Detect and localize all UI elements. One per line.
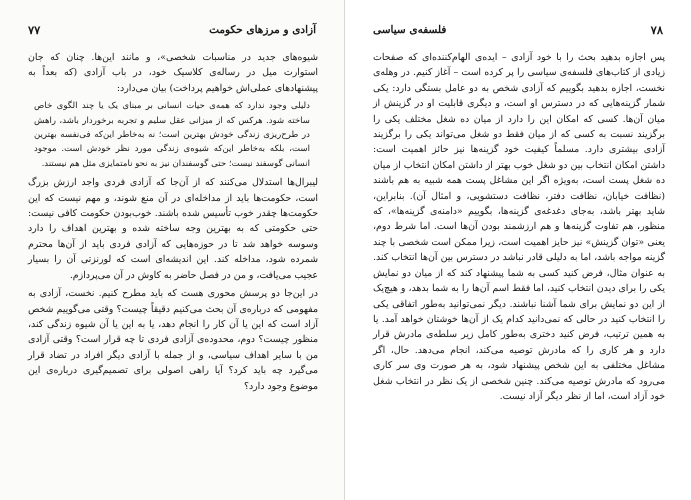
right-page [345, 0, 691, 500]
block-quote: دلیلی وجود ندارد که همه‌ی حیات انسانی بر مبنای یک یا چند الگوی خاص ساخته شود. هرکس که از میزانی عقل سلیم و تجربه برخوردار باشد، راهش در طرح‌ریزی زندگی خودش بهترین است؛ نه به‌خاطر این‌که فی‌نفسه بهترین است، بلکه به‌خاطر این‌که شیوه‌ی زندگی مورد نظر خودش است. موجود انسانی گوسفند نیست؛ حتی گوسفندان نیز به نحو نامتمایزی مثل هم نیستند. [34, 101, 310, 169]
page-header [28, 22, 316, 38]
page-number: ۷۸ [650, 23, 663, 37]
paragraph: لیبرال‌ها استدلال می‌کنند که از آن‌جا که آزادی فردی واجد ارزش بزرگ است، حکومت‌ها باید از مداخله‌ای در آن منع شوند، و مهم نیست که این حکومت‌ها چقدر خوب تأسیس شده باشند. خوب‌بودن حکومت کافی نیست: حتی حکومتی که به بهترین وجه ساخته شده و بهترین اهداف را دارد وسوسه خواهد شد تا در حوزه‌هایی که آزادی فردی باید از آن‌ها محترم شمرده شود، مداخله کند. این اندیشه‌ای است که لورنزتی آن را بسیار عجیب می‌یافت، و من در فصل حاضر به کاوش در آن می‌پردازم. [28, 177, 318, 281]
paragraph: پس اجازه بدهید بحث را با خود آزادی – ایده‌ی الهام‌کننده‌ای که صفحات زیادی از کتاب‌های فلسفه‌ی سیاسی را پر کرده است – آغاز کنیم. در وهله‌ی نخست، اجازه بدهید بگوییم که آزادی شخص به دو عامل بستگی دارد: یکی شمار گزینه‌هایی که در دسترس او است، و دیگری قابلیت او در گزینش از میان آن‌ها. کسی که امکان این را دارد از میان ده شغل مختلف یکی را برگزیند نسبت به کسی که از میان فقط دو شغل می‌تواند یکی را برگزیند آزادی بیشتری دارد. مسلماً کیفیت خود گزینه‌ها نیز حائز اهمیت است: داشتن امکان انتخاب بین دو شغل خوب بهتر از داشتن امکان انتخاب از میان ده شغل پست است، به‌ویژه اگر این مشاغل پست همه شبیه به هم باشند (نظافت خیابان، نظافت دفتر، نظافت دستشویی، و امثال آن). بنابراین، شاید بهتر باشد، به‌جای دغدغه‌ی گزینه‌ها، بگوییم «دامنه‌ی گزینه‌ها»، که منظور، هم تفاوت گزینه‌ها و هم ارزشمند بودن آن‌ها است. اما شرط دوم، یعنی «توان گزینش» نیز حایز اهمیت است، زیرا ممکن است شخصی با چند گزینه مواجه باشد، اما به دلیلی قادر نباشد در دسترس بین آن‌ها انتخاب کند. به عنوان مثال، فرض کنید کسی به شما پیشنهاد کند که از میان دو نمایش یکی را برای دیدن انتخاب کنید، اما فقط اسم آن‌ها را به شما بدهد، و هیچ‌یک از این دو نمایش برای شما آشنا نباشند. دیگر نمی‌توانید به‌طور اتفاقی یکی را انتخاب کنید در حالی که نمی‌دانید کدام یک از آن‌ها خوشتان خواهد آمد. یا به همین ترتیب، فرض کنید دختری به‌طور کامل زیر سلطه‌ی مادرش قرار دارد و هر کاری را که مادرش توصیه می‌کند، انجام می‌دهد. حال، اگر مشاغل مختلفی به این شخص پیشنهاد شود، به هر صورت وی سر کاری می‌رود که مادرش توصیه می‌کند. چنین شخصی از یک نظر در انتخاب شغل خود آزاد است، اما از نظر دیگر آزاد نیست. [373, 52, 665, 402]
paragraph: در این‌جا دو پرسش محوری هست که باید مطرح کنیم. نخست، آزادی به مفهومی که درباره‌ی آن بحث می‌کنیم دقیقاً چیست؟ وقتی می‌گوییم شخص آزاد است که این یا آن کار را انجام دهد، یا به این یا آن شیوه زندگی کند، منظور چیست؟ دوم، محدوده‌ی آزادی فردی تا چه قرار است؟ وقتی آزادی من با سایر اهداف سیاسی، و از جمله با آزادی دیگر افراد در تضاد قرار می‌گیرد چه باید کرد؟ آیا راهی اصولی برای تصمیم‌گیری درباره‌ی این موضوع وجود دارد؟ [28, 288, 318, 392]
paragraph: شیوه‌های جدید در مناسبات شخصی»، و مانند این‌ها. چنان که جان استوارت میل در رساله‌ی کلاسیک خود، در باب آزادی (که بعداً به پیشنهادهای عملی‌اش خواهیم پرداخت) بیان می‌دارد: [28, 52, 318, 94]
left-page [0, 0, 345, 500]
page-body [28, 50, 318, 490]
page-body [373, 50, 665, 490]
running-title: آزادی و مرزهای حکومت [209, 24, 316, 36]
running-title: فلسفه‌ی سیاسی [373, 24, 447, 36]
page-number: ۷۷ [28, 23, 41, 37]
page-header [373, 22, 663, 38]
